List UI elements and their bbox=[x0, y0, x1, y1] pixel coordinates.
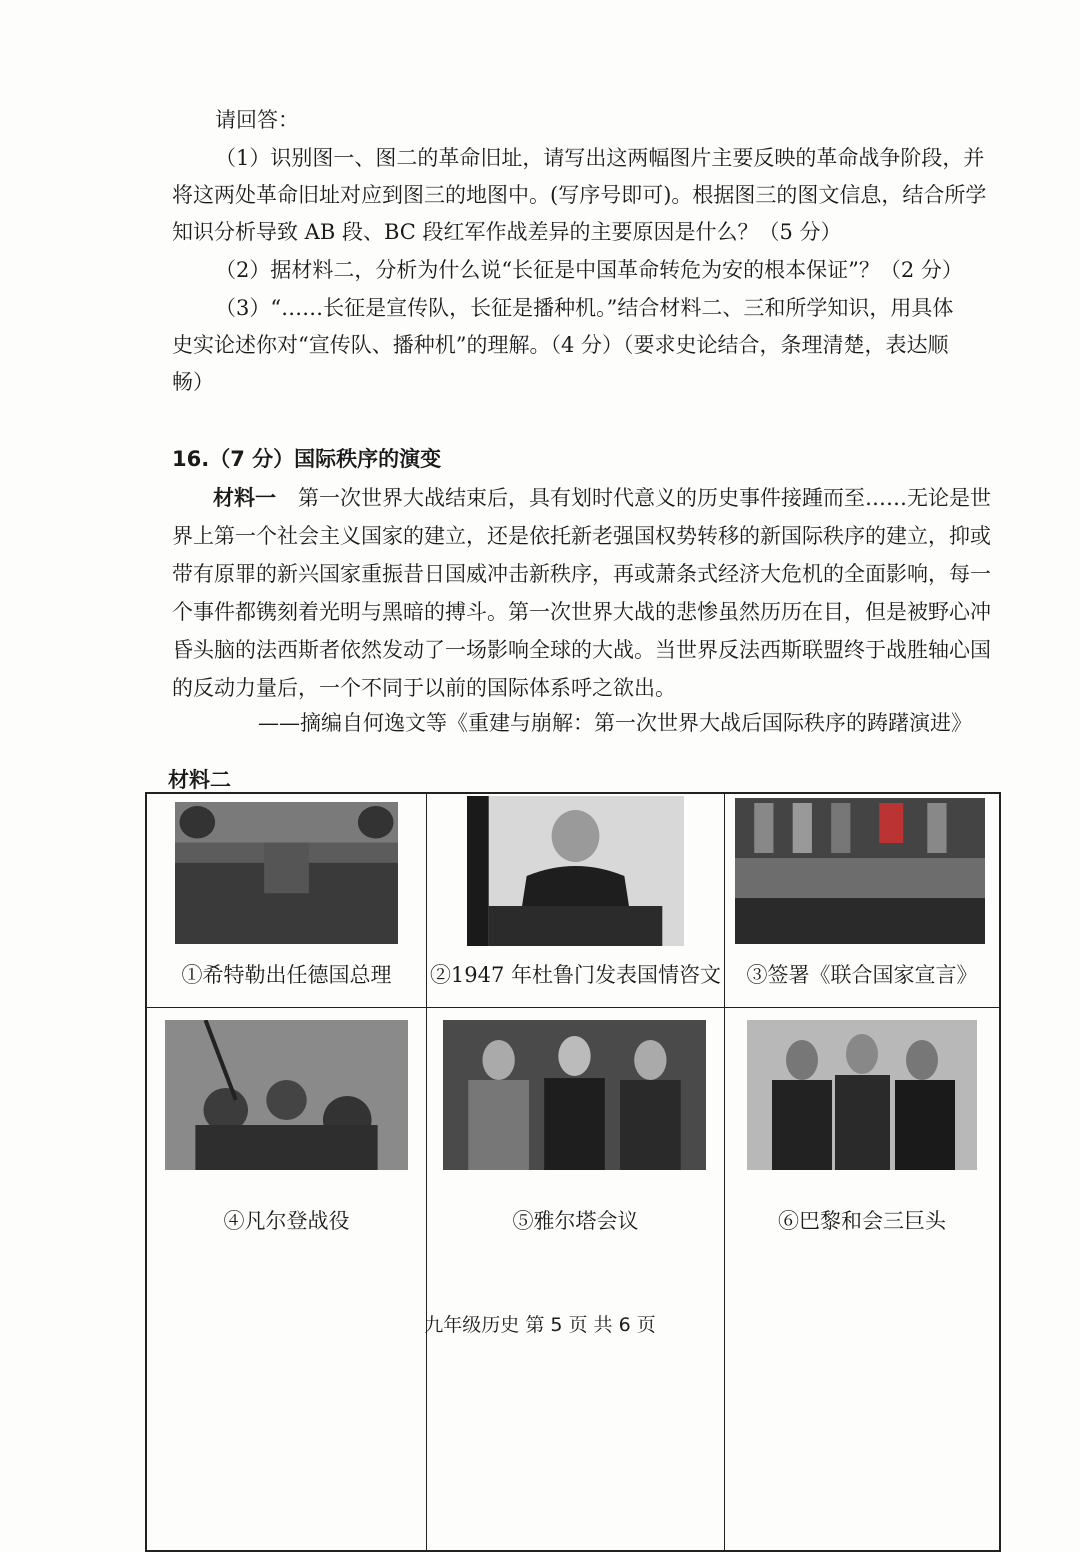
caption-2: ②1947 年杜鲁门发表国情咨文 bbox=[429, 963, 722, 987]
footer-page-number: 第 5 页 共 6 页 bbox=[525, 1314, 656, 1336]
photo-cell-5 bbox=[427, 1008, 725, 1551]
question-3-line-2: 史实论述你对“宣传队、播种机”的理解。（4 分）（要求史论结合，条理清楚，表达顺 bbox=[172, 333, 949, 357]
caption-4: ④凡尔登战役 bbox=[223, 1209, 350, 1233]
truman-photo bbox=[467, 796, 684, 946]
question-1-line-1: （1）识别图一、图二的革命旧址，请写出这两幅图片主要反映的革命战争阶段，并 bbox=[215, 146, 985, 170]
caption-6: ⑥巴黎和会三巨头 bbox=[778, 1209, 946, 1233]
yalta-photo bbox=[443, 1020, 706, 1170]
material-1-line-1: 第一次世界大战结束后，具有划时代意义的历史事件接踵而至……无论是世 bbox=[298, 486, 991, 510]
photo-cell-1 bbox=[147, 794, 427, 1008]
question-3-line-1: （3）“……长征是宣传队，长征是播种机。”结合材料二、三和所学知识，用具体 bbox=[215, 296, 954, 320]
question-2: （2）据材料二，分析为什么说“长征是中国革命转危为安的根本保证”？（2 分） bbox=[215, 258, 963, 282]
photo-cell-2 bbox=[427, 794, 725, 1008]
material-1-line-3: 带有原罪的新兴国家重振昔日国威冲击新秩序，再或萧条式经济大危机的全面影响，每一 bbox=[172, 562, 991, 586]
material-2-label: 材料二 bbox=[168, 768, 231, 792]
material-1-label: 材料一 bbox=[213, 486, 276, 510]
question-16-title: 16.（7 分）国际秩序的演变 bbox=[172, 447, 442, 471]
footer-subject: 九年级历史 bbox=[424, 1314, 520, 1336]
question-3-line-3: 畅） bbox=[172, 370, 214, 394]
material-1-source: ——摘编自何逸文等《重建与崩解：第一次世界大战后国际秩序的踌躇演进》 bbox=[258, 711, 972, 735]
question-1-line-3: 知识分析导致 AB 段、BC 段红军作战差异的主要原因是什么？（5 分） bbox=[172, 220, 842, 244]
answer-prompt: 请回答： bbox=[215, 108, 299, 132]
question-1-line-2: 将这两处革命旧址对应到图三的地图中。(写序号即可)。根据图三的图文信息，结合所学 bbox=[172, 183, 987, 207]
material-1-line-4: 个事件都镌刻着光明与黑暗的搏斗。第一次世界大战的悲惨虽然历历在目，但是被野心冲 bbox=[172, 600, 991, 624]
material-1-line-5: 昏头脑的法西斯者依然发动了一场影响全球的大战。当世界反法西斯联盟终于战胜轴心国 bbox=[172, 638, 991, 662]
caption-5: ⑤雅尔塔会议 bbox=[512, 1209, 639, 1233]
un-declaration-photo bbox=[735, 798, 985, 944]
page-footer bbox=[0, 1310, 1080, 1337]
material-1-line-2: 界上第一个社会主义国家的建立，还是依托新老强国权势转移的新国际秩序的建立，抑或 bbox=[172, 524, 991, 548]
photo-cell-6 bbox=[725, 1008, 999, 1551]
caption-3: ③签署《联合国家宣言》 bbox=[746, 963, 978, 987]
photo-cell-4 bbox=[147, 1008, 427, 1551]
paris-peace-photo bbox=[747, 1020, 977, 1170]
material-1-line-6: 的反动力量后，一个不同于以前的国际体系呼之欲出。 bbox=[172, 676, 676, 700]
verdun-photo bbox=[165, 1020, 408, 1170]
photo-cell-3 bbox=[725, 794, 999, 1008]
hitler-photo bbox=[175, 802, 398, 944]
caption-1: ①希特勒出任德国总理 bbox=[181, 963, 392, 987]
material-2-photo-table bbox=[145, 792, 1001, 1552]
